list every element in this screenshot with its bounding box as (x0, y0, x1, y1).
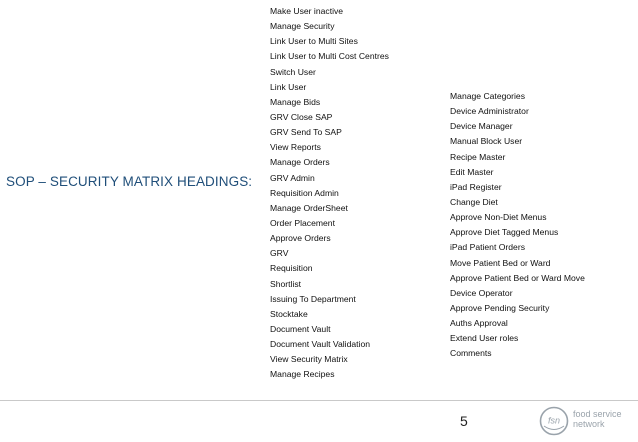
footer-divider (0, 400, 638, 401)
list-item: Order Placement (270, 217, 335, 228)
list-item: Requisition (270, 263, 313, 274)
list-item: Document Vault (270, 323, 331, 334)
list-item: Move Patient Bed or Ward (450, 257, 551, 268)
fsn-logo-icon (539, 406, 569, 436)
list-item: Switch User (270, 66, 316, 77)
list-item: GRV (270, 248, 289, 259)
list-item: Approve Diet Tagged Menus (450, 227, 559, 238)
list-item: iPad Register (450, 181, 502, 192)
list-item: Auths Approval (450, 318, 508, 329)
list-item: View Reports (270, 142, 321, 153)
list-item: Link User to Multi Sites (270, 36, 358, 47)
page-heading: SOP – SECURITY MATRIX HEADINGS: (6, 174, 253, 189)
list-item: Extend User roles (450, 333, 519, 344)
list-item: Manual Block User (450, 136, 523, 147)
list-item: Approve Pending Security (450, 302, 550, 313)
list-item: Device Operator (450, 287, 513, 298)
list-item: Shortlist (270, 278, 302, 289)
list-item: Change Diet (450, 196, 498, 207)
list-item: Stocktake (270, 308, 308, 319)
logo-mark-text: fsn (547, 415, 561, 426)
logo-line-2: network (573, 419, 605, 429)
list-item: GRV Send To SAP (270, 127, 342, 138)
list-item: Document Vault Validation (270, 339, 370, 350)
list-item: Device Manager (450, 121, 513, 132)
list-item: Edit Master (450, 166, 494, 177)
list-item: Device Administrator (450, 106, 529, 117)
list-item: Manage Orders (270, 157, 330, 168)
list-item: Link User (270, 81, 307, 92)
list-item: Link User to Multi Cost Centres (270, 51, 389, 62)
logo-wordmark (573, 409, 633, 429)
list-item: Requisition Admin (270, 187, 339, 198)
logo-line-1: food service (573, 409, 622, 419)
list-item: View Security Matrix (270, 354, 348, 365)
list-item: Recipe Master (450, 151, 506, 162)
list-item: Issuing To Department (270, 293, 356, 304)
list-item: Make User inactive (270, 6, 344, 16)
list-item: GRV Close SAP (270, 111, 333, 122)
list-item: Manage Security (270, 21, 335, 32)
list-item: Manage OrderSheet (270, 202, 348, 213)
list-item: Comments (450, 348, 492, 359)
list-item: Manage Bids (270, 96, 321, 107)
list-item: Manage Categories (450, 91, 526, 101)
list-item: Approve Patient Bed or Ward Move (450, 272, 585, 283)
page-number: 5 (460, 413, 468, 429)
security-headings-column-2 (450, 89, 585, 362)
list-item: GRV Admin (270, 172, 315, 183)
list-item: Manage Recipes (270, 369, 335, 380)
list-item: Approve Non-Diet Menus (450, 212, 547, 223)
list-item: Approve Orders (270, 233, 331, 244)
list-item: iPad Patient Orders (450, 242, 525, 253)
security-headings-column-1 (270, 4, 389, 383)
